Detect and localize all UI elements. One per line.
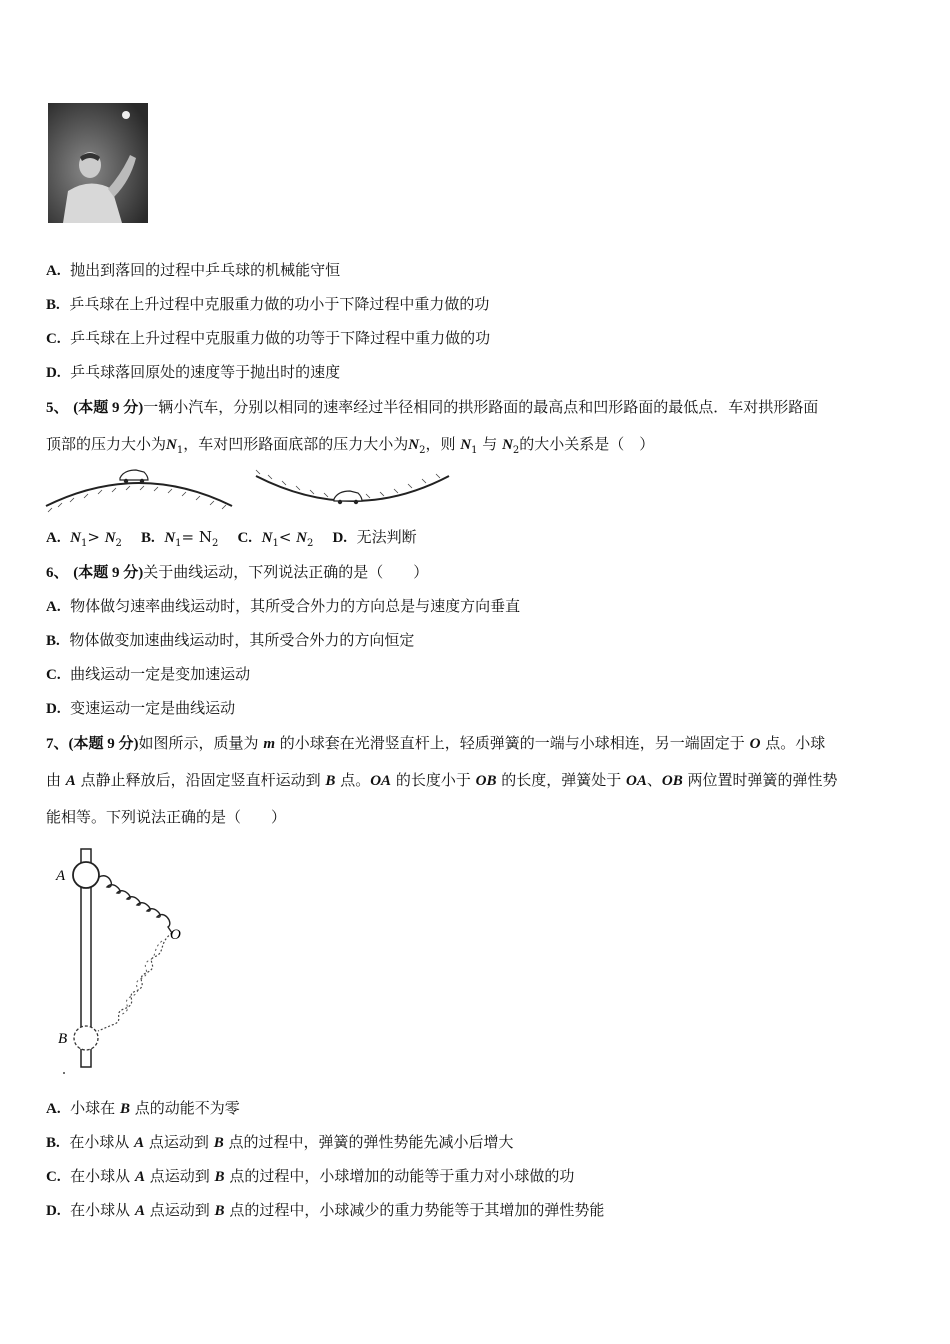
q5-options xyxy=(46,527,417,554)
option-label: C. xyxy=(46,331,61,347)
var-n: N xyxy=(70,530,81,546)
relation: = N xyxy=(181,528,212,546)
var-n: N xyxy=(502,437,513,453)
option-label: D. xyxy=(46,701,61,717)
subscript: 1 xyxy=(471,445,478,456)
option-text: 变速运动一定是曲线运动 xyxy=(70,699,236,717)
stem-text: 如图所示，质量为 xyxy=(138,734,259,752)
subscript: 1 xyxy=(175,538,182,549)
subscript: 2 xyxy=(419,445,426,456)
q7-option-c xyxy=(46,1166,574,1187)
option-text: 抛出到落回的过程中乒乓球的机械能守恒 xyxy=(70,261,341,279)
stem-text: 顶部的压力大小为 xyxy=(46,435,167,453)
option-text: 点的过程中，小球增加的动能等于重力对小球做的功 xyxy=(229,1167,575,1185)
subscript: 1 xyxy=(176,445,184,456)
subscript: 1 xyxy=(272,538,279,549)
car-icon-bottom xyxy=(334,491,362,504)
option-label: D. xyxy=(46,1203,61,1219)
stem-text: 点。小球 xyxy=(765,734,826,752)
q4-option-c xyxy=(46,328,490,349)
q7-stem-line2 xyxy=(46,770,838,791)
var-b: B xyxy=(325,773,336,789)
option-label: C. xyxy=(237,530,253,546)
option-text: 乒乓球落回原处的速度等于抛出时的速度 xyxy=(70,363,341,381)
car-icon-top xyxy=(120,470,148,483)
label-b: B xyxy=(58,1031,68,1047)
q4-option-d xyxy=(46,362,340,383)
option-text: 点的动能不为零 xyxy=(134,1099,240,1117)
var-n: N xyxy=(164,530,176,546)
stem-text: 的大小关系是（ ） xyxy=(519,435,655,453)
q6-option-a xyxy=(46,596,520,617)
var-o: O xyxy=(749,736,761,752)
q7-stem-line1 xyxy=(46,733,825,754)
option-text: 在小球从 xyxy=(70,1167,131,1185)
option-text: 曲线运动一定是变加速运动 xyxy=(70,665,251,683)
option-label: B. xyxy=(46,1135,60,1151)
option-text: 点运动到 xyxy=(149,1167,210,1185)
subscript: 2 xyxy=(212,538,219,549)
option-label: D. xyxy=(46,365,61,381)
q6-option-d xyxy=(46,698,235,719)
ball-b xyxy=(74,1026,98,1050)
var-n: N xyxy=(408,437,420,453)
var-ob: OB xyxy=(661,773,683,789)
stem-text: 点静止释放后，沿固定竖直杆运动到 xyxy=(80,771,321,789)
var-b: B xyxy=(213,1135,224,1151)
q7-stem-line3 xyxy=(46,807,286,827)
stem-text: 点。 xyxy=(340,771,371,789)
stem-text: 、 xyxy=(646,771,662,789)
subscript: 2 xyxy=(115,538,122,549)
arch-road xyxy=(46,483,232,506)
stem-text: 的小球套在光滑竖直杆上，轻质弹簧的一端与小球相连，另一端固定于 xyxy=(279,734,745,752)
label-a: A xyxy=(56,868,66,884)
var-a: A xyxy=(134,1203,145,1219)
relation: < xyxy=(278,528,297,546)
subscript: 1 xyxy=(80,538,88,549)
var-b: B xyxy=(214,1203,225,1219)
road-figure xyxy=(44,466,454,514)
question-number: 5、 xyxy=(46,400,69,416)
var-n: N xyxy=(104,530,116,546)
stem-text: 一辆小汽车，分别以相同的速率经过半径相同的拱形路面的最高点和凹形路面的最低点．车对拱形路面 xyxy=(143,398,819,416)
spring-rod-figure xyxy=(50,845,190,1075)
q5-stem-line2 xyxy=(46,434,654,461)
question-number: 7、 xyxy=(46,736,69,752)
stem-text: ，车对凹形路面底部的压力大小为 xyxy=(183,435,409,453)
option-text: 在小球从 xyxy=(70,1201,131,1219)
option-label: B. xyxy=(141,530,155,546)
option-text: 小球在 xyxy=(70,1099,116,1117)
var-n: N xyxy=(166,437,177,453)
var-a: A xyxy=(134,1135,145,1151)
stem-text: ，则 xyxy=(425,435,456,453)
var-b: B xyxy=(214,1169,225,1185)
option-label: B. xyxy=(46,633,60,649)
var-n: N xyxy=(261,530,273,546)
option-text: 在小球从 xyxy=(69,1133,130,1151)
var-b: B xyxy=(119,1101,130,1117)
option-text: 点运动到 xyxy=(149,1201,210,1219)
stem-text: 的长度小于 xyxy=(395,771,471,789)
question-tag: (本题 9 分) xyxy=(73,400,144,416)
stem-text: 能相等。下列说法正确的是（ ） xyxy=(46,808,287,826)
var-a: A xyxy=(134,1169,145,1185)
q7-option-b xyxy=(46,1132,514,1153)
var-a: A xyxy=(65,773,76,789)
option-label: D. xyxy=(332,530,348,546)
option-text: 无法判断 xyxy=(356,528,417,546)
q7-option-d xyxy=(46,1200,604,1221)
q6-option-c xyxy=(46,664,250,685)
var-m: m xyxy=(263,736,275,752)
stem-text: 关于曲线运动，下列说法正确的是（ ） xyxy=(143,563,429,581)
option-label: A. xyxy=(46,599,61,615)
question-tag: (本题 9 分) xyxy=(73,565,144,581)
spring-oa xyxy=(99,876,172,933)
spring-ob xyxy=(98,933,172,1031)
option-text: 点的过程中，弹簧的弹性势能先减小后增大 xyxy=(228,1133,514,1151)
option-label: C. xyxy=(46,667,61,683)
q4-option-b xyxy=(46,294,489,315)
q6-stem xyxy=(46,562,428,583)
var-n: N xyxy=(296,530,307,546)
stem-text: 与 xyxy=(482,435,498,453)
question-tag: (本题 9 分) xyxy=(68,736,139,752)
stem-text: 的长度，弹簧处于 xyxy=(501,771,622,789)
option-text: 乒乓球在上升过程中克服重力做的功等于下降过程中重力做的功 xyxy=(70,329,491,347)
subscript: 2 xyxy=(307,538,314,549)
option-text: 物体做匀速率曲线运动时，其所受合外力的方向总是与速度方向垂直 xyxy=(70,597,521,615)
var-n: N xyxy=(460,437,472,453)
relation: > xyxy=(87,528,105,546)
ball-a xyxy=(73,862,99,888)
stem-text: 两位置时弹簧的弹性势 xyxy=(687,771,838,789)
option-text: 乒乓球在上升过程中克服重力做的功小于下降过程中重力做的功 xyxy=(69,295,490,313)
option-text: 点运动到 xyxy=(148,1133,209,1151)
q4-option-a xyxy=(46,260,340,281)
option-text: 点的过程中，小球减少的重力势能等于其增加的弹性势能 xyxy=(229,1201,605,1219)
q5-stem-line1 xyxy=(46,397,818,418)
option-label: C. xyxy=(46,1169,61,1185)
stem-text: 由 xyxy=(46,771,62,789)
q6-option-b xyxy=(46,630,414,651)
ping-pong-photo xyxy=(48,103,148,223)
var-ob: OB xyxy=(475,773,497,789)
option-label: A. xyxy=(46,530,61,546)
var-oa: OA xyxy=(370,773,392,789)
option-text: 物体做变加速曲线运动时，其所受合外力的方向恒定 xyxy=(69,631,415,649)
option-label: B. xyxy=(46,297,60,313)
question-number: 6、 xyxy=(46,565,69,581)
q7-option-a xyxy=(46,1098,240,1119)
subscript: 2 xyxy=(512,445,520,456)
var-oa: OA xyxy=(626,773,647,789)
option-label: A. xyxy=(46,1101,61,1117)
label-o: O xyxy=(170,927,181,943)
option-label: A. xyxy=(46,263,61,279)
